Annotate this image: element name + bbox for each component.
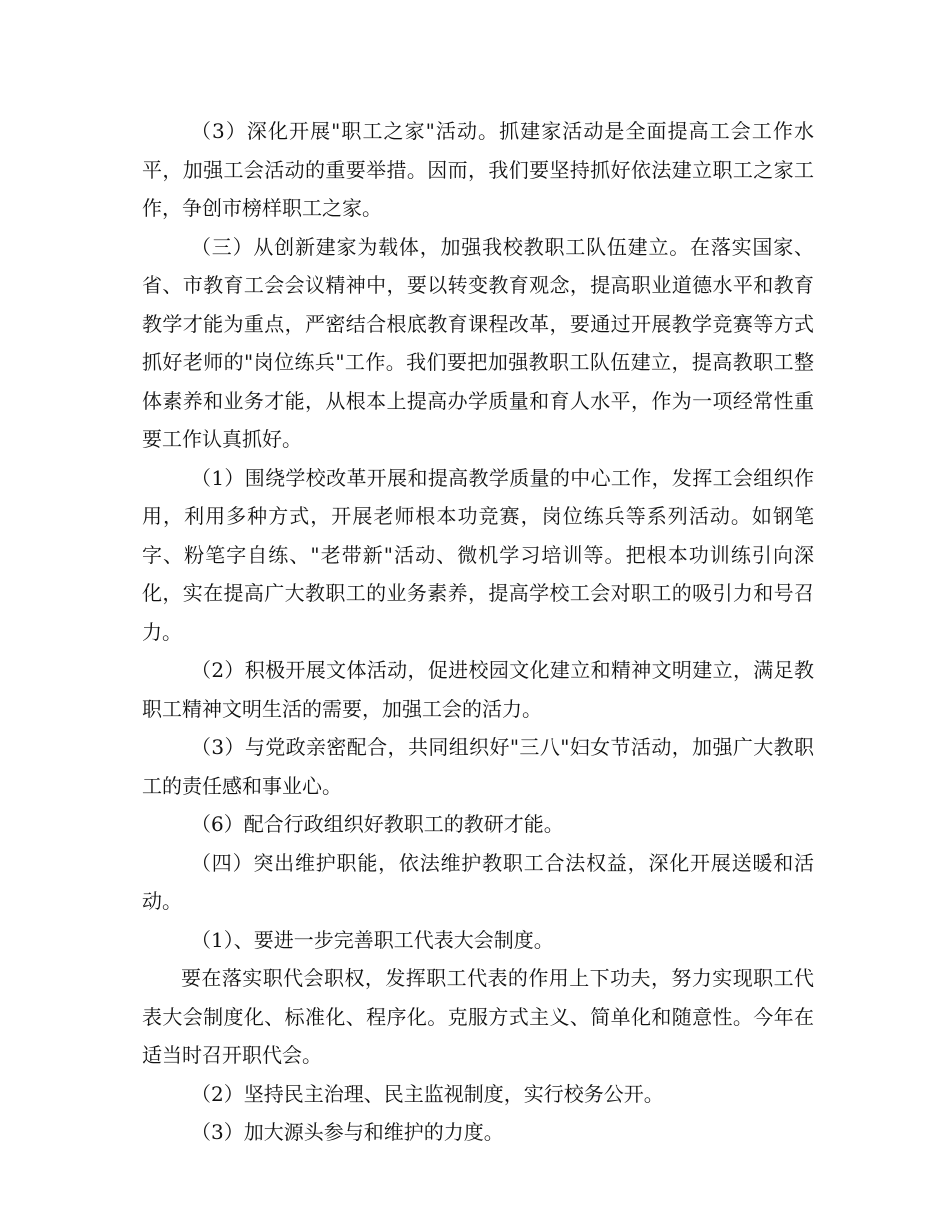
document-page	[142, 112, 814, 1152]
paragraph-2: （三）从创新建家为载体，加强我校教职工队伍建立。在落实国家、省、市教育工会会议精神中，要以转变教育观念，提高职业道德水平和教育教学才能为重点，严密结合根底教育课程改革，要通过开展教学竞赛等方式抓好老师的"岗位练兵"工作。我们要把加强教职工队伍建立，提高教职工整体素养和业务才能，从根本上提高办学质量和育人水平，作为一项经常性重要工作认真抓好。	[142, 234, 814, 451]
paragraph-10: （2）坚持民主治理、民主监视制度，实行校务公开。	[191, 1081, 664, 1106]
paragraph-5: （3）与党政亲密配合，共同组织好"三八"妇女节活动，加强广大教职工的责任感和事业心。	[142, 735, 814, 798]
paragraph-7: （四）突出维护职能，依法维护教职工合法权益，深化开展送暖和活动。	[142, 850, 814, 913]
paragraph-4: （2）积极开展文体活动，促进校园文化建立和精神文明建立，满足教职工精神文明生活的需要，加强工会的活力。	[142, 658, 814, 721]
paragraph-11: （3）加大源头参与和维护的力度。	[191, 1120, 504, 1144]
paragraph-9: 要在落实职代会职权，发挥职工代表的作用上下功夫，努力实现职工代表大会制度化、标准化、程序化。克服方式主义、简单化和随意性。今年在适当时召开职代会。	[142, 966, 814, 1067]
paragraph-6: （6）配合行政组织好教职工的教研才能。	[191, 812, 564, 836]
paragraph-1: （3）深化开展"职工之家"活动。抓建家活动是全面提高工会工作水平，加强工会活动的重要举措。因而，我们要坚持抓好依法建立职工之家工作，争创市榜样职工之家。	[142, 119, 814, 220]
paragraph-8: （1）、要进一步完善职工代表大会制度。	[191, 927, 554, 952]
paragraph-3: （1）围绕学校改革开展和提高教学质量的中心工作，发挥工会组织作用，利用多种方式，开展老师根本功竞赛，岗位练兵等系列活动。如钢笔字、粉笔字自练、"老带新"活动、微机学习培训等。把根本功训练引向深化，实在提高广大教职工的业务素养，提高学校工会对职工的吸引力和号召力。	[142, 465, 814, 644]
